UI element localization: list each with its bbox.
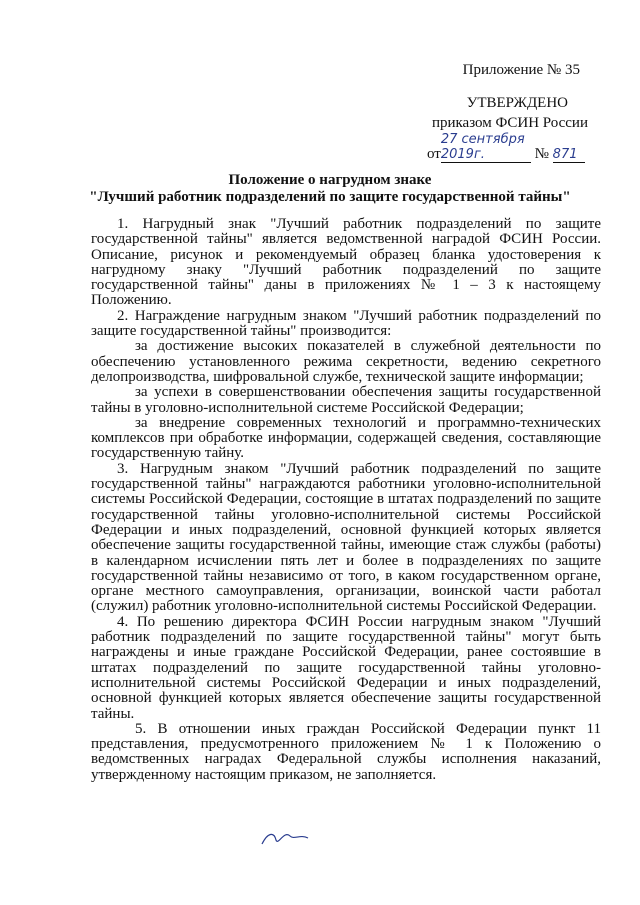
paragraph-2: 2. Награждение нагрудным знаком "Лучший работник подразделений по защите государственной тайны" производится: (91, 307, 601, 340)
paragraph-5: 5. В отношении иных граждан Российской Федерации пункт 11 представления, предусмотренного приложением № 1 к Положению о ведомственных наградах Федеральной службы исполнения наказаний, утвержденному настоящим приказом, не заполняется. (91, 720, 601, 783)
title-line-2: "Лучший работник подразделений по защите государственной тайны" (89, 189, 571, 205)
paragraph-1: 1. Нагрудный знак "Лучший работник подразделений по защите государственной тайны" является ведомственной наградой ФСИН России. Описание, рисунок и рекомендуемый образец бланка удостоверения к нагрудному знаку "Лучший работник подразделений по защите государственной тайны" даны в приложениях № 1 – 3 к настоящему Положению. (91, 216, 601, 309)
paragraph-2-item-1: за достижение высоких показателей в служебной деятельности по обеспечению установленного режима секретности, ведению секретного делопроизводства, шифровальной службе, технической защите информации; (91, 338, 601, 385)
number-prefix: № (534, 146, 549, 162)
date-prefix: от (427, 146, 441, 162)
order-date-line (427, 132, 607, 162)
handwritten-number: 871 (553, 147, 585, 163)
paragraph-2-item-3: за внедрение современных технологий и программно-технических комплексов при обработке информации, содержащей сведения, составляющие государственную тайну. (91, 414, 601, 462)
paragraph-4: 4. По решению директора ФСИН России нагрудным знаком "Лучший работник подразделений по защите государственной тайны" могут быть награждены и иные граждане Российской Федерации, ранее состоявшие в штатах подразделений по защите государственной тайны уголовно-исполнительной системы Российской Федерации и иных подразделений, основной функцией которых является обеспечение защиты государственной тайны. (91, 613, 601, 722)
paragraph-2-item-2: за успехи в совершенствовании обеспечения защиты государственной тайны в уголовно-исполнительной системе Российской Федерации; (91, 384, 601, 416)
order-reference: приказом ФСИН России (431, 115, 588, 131)
title-line-1: Положение о нагрудном знаке (228, 172, 432, 188)
document-title (60, 172, 600, 206)
handwritten-date: 27 сентября 2019г. (441, 132, 531, 163)
appendix-number: Приложение № 35 (462, 62, 580, 78)
approved-stamp-text: УТВЕРЖДЕНО (466, 95, 568, 111)
document-body (91, 217, 601, 783)
paragraph-3: 3. Нагрудным знаком "Лучший работник подразделений по защите государственной тайны" награждаются работники уголовно-исполнительной системы Российской Федерации, состоящие в штатах подразделений по защите государственной тайны уголовно-исполнительной системы Российской Федерации и иных подразделений, основной функцией которых является обеспечение защиты государственной тайны, имеющие стаж службы (работы) в календарном исчислении пять лет и более в подразделениях по защите государственной тайны независимо от того, в каком государственном органе, органе местного самоуправления, организации, воинской части работал (служил) работник уголовно-исполнительной системы Российской Федерации. (91, 460, 601, 615)
handwritten-initial-mark (258, 826, 312, 850)
